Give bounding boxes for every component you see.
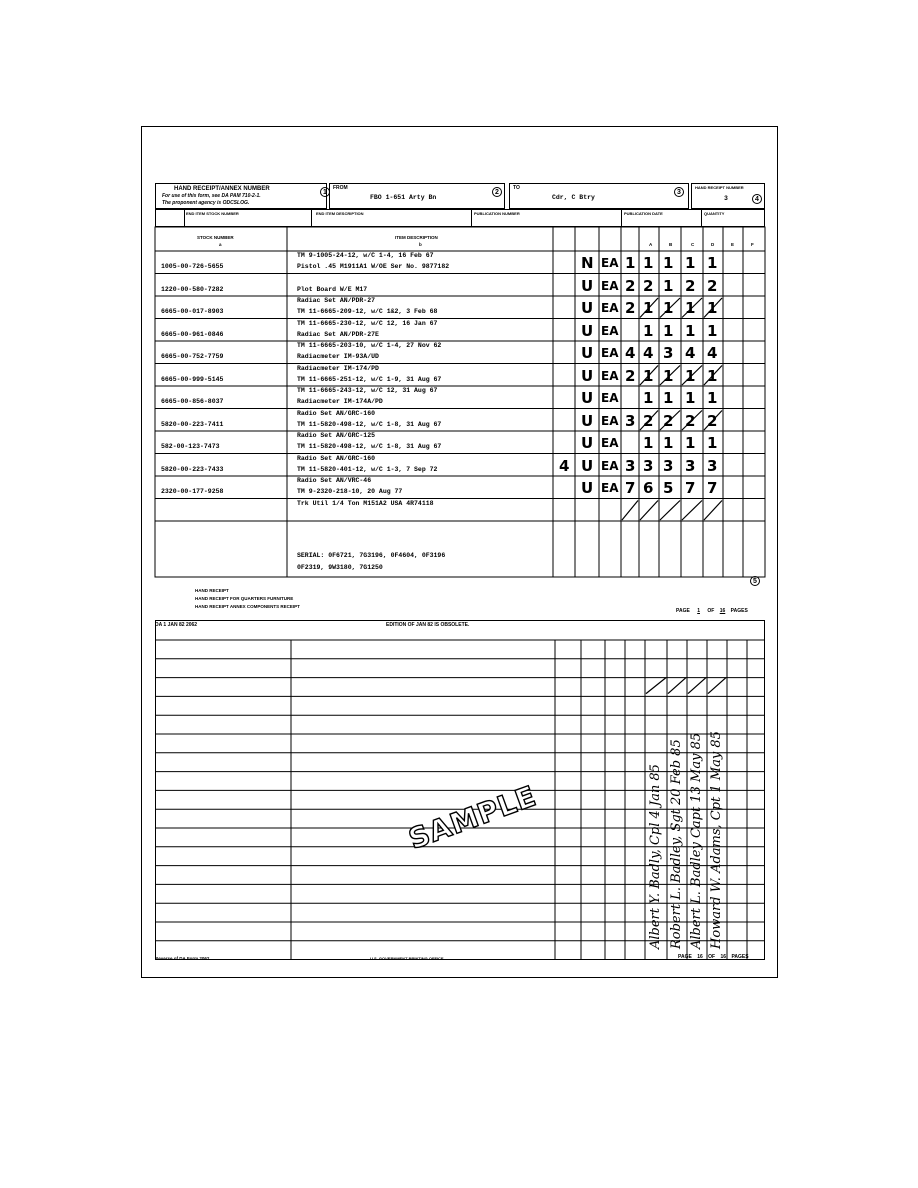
- form-id: DA 1 JAN 82 2062: [155, 622, 198, 628]
- to-label: TO: [513, 185, 520, 191]
- stock-number-cell: 1220-00-580-7282: [161, 285, 224, 293]
- description-line-2: Pistol .45 M1911A1 W/OE Ser No. 9877182: [297, 263, 450, 270]
- quantity-label: QUANTITY: [704, 211, 725, 216]
- ui-code-cell: U: [581, 434, 594, 452]
- sample-watermark: SAMPLE: [404, 779, 541, 856]
- description-line-1: TM 9-1005-24-12, w/C 1-4, 16 Feb 67: [297, 252, 434, 259]
- publication-number-label: PUBLICATION NUMBER: [474, 211, 520, 216]
- quantity-cell: 1: [663, 254, 674, 272]
- quantity-cell: 2: [707, 411, 718, 430]
- page-total: 16: [719, 608, 726, 614]
- page-indicator: [676, 608, 748, 614]
- quantity-cell: 3: [685, 456, 696, 475]
- description-line-1: Radio Set AN/GRC-160: [297, 409, 376, 417]
- description-line-1: Radio Set AN/GRC-160: [297, 454, 376, 462]
- quantity-cell: 1: [663, 321, 674, 340]
- end-item-row: [155, 209, 765, 227]
- description-line-1: Trk Util 1/4 Ton M151A2 USA 4R74118: [297, 499, 434, 507]
- qty-column-letter: F: [751, 242, 754, 247]
- qty-column-letter: E: [731, 242, 735, 247]
- description-header: ITEM DESCRIPTION: [395, 235, 438, 240]
- quantity-cell: 1: [643, 434, 654, 452]
- edition-notice: EDITION OF JAN 82 IS OBSOLETE.: [386, 622, 470, 628]
- quantity-cell: 2: [663, 411, 674, 430]
- stock-number-cell: 6665-00-961-0846: [161, 330, 224, 338]
- table-row[interactable]: [155, 319, 765, 342]
- stock-number-header: STOCK NUMBER: [197, 235, 234, 240]
- block-number-5: 5: [750, 576, 760, 586]
- quantity-cell: 1: [663, 276, 674, 295]
- qty-column-letter: A: [649, 242, 653, 247]
- description-line-2: Radiacmeter IM-93A/UD: [297, 353, 379, 360]
- ui-code-cell: U: [581, 456, 594, 475]
- quantity-cell: 2: [625, 366, 636, 385]
- quantity-cell: 1: [707, 434, 718, 452]
- table-row[interactable]: [155, 341, 765, 364]
- quantity-cell: 2: [625, 299, 636, 317]
- hr-number-value[interactable]: 3: [724, 195, 728, 202]
- from-box: [329, 183, 505, 209]
- stock-number-cell: 6665-00-856-8037: [161, 398, 224, 405]
- description-line-2: Plot Board W/E M17: [297, 285, 368, 293]
- block-number-2: 2: [492, 187, 502, 197]
- ui-code-cell: U: [581, 479, 594, 497]
- publication-date-label: PUBLICATION DATE: [624, 211, 663, 216]
- quantity-cell: 2: [625, 276, 636, 295]
- bottom-page-label: PAGE: [678, 954, 692, 960]
- unit-of-issue-cell: EA: [601, 413, 619, 428]
- bottom-page-of-label: OF: [708, 954, 716, 960]
- stock-number-cell: 1005-00-726-5655: [161, 263, 224, 270]
- ui-code-cell: U: [581, 276, 594, 295]
- quantity-cell: 4: [643, 344, 654, 362]
- hand-receipt-number-box: [691, 183, 765, 209]
- description-line-2: Radiac Set AN/PDR-27E: [297, 330, 379, 338]
- quantity-cell: 1: [685, 321, 696, 340]
- form-title: HAND RECEIPT/ANNEX NUMBER: [174, 186, 270, 192]
- description-line-1: Radio Set AN/GRC-125: [297, 432, 376, 439]
- quantity-cell: 4: [707, 344, 718, 362]
- description-line-2: TM 11-6665-251-12, w/C 1-9, 31 Aug 67: [297, 375, 442, 383]
- unit-of-issue-cell: EA: [601, 436, 619, 450]
- quantity-cell: 1: [707, 299, 718, 317]
- quantity-cell: 1: [643, 299, 654, 317]
- qty-column-letter: C: [691, 242, 695, 247]
- quantity-cell: 6: [643, 479, 654, 497]
- quantity-cell: 2: [643, 411, 654, 430]
- stock-number-cell: 2320-00-177-9258: [161, 488, 224, 495]
- quantity-cell: 1: [685, 389, 696, 407]
- reverse-slash: [646, 677, 666, 693]
- reverse-slash: [668, 677, 686, 693]
- quantity-cell: 1: [707, 321, 718, 340]
- block-number-1: 1: [320, 187, 330, 197]
- quantity-cell: 2: [685, 411, 696, 430]
- quantity-cell: 1: [663, 366, 674, 385]
- table-row[interactable]: [155, 431, 765, 454]
- table-row[interactable]: [155, 386, 765, 409]
- quantity-cell: 4: [625, 344, 636, 362]
- quantity-cell: 1: [663, 389, 674, 407]
- quantity-cell: 1: [707, 254, 718, 272]
- quantity-cell: 7: [707, 479, 718, 497]
- footnote-1: HAND RECEIPT: [195, 588, 229, 593]
- unit-of-issue-cell: EA: [601, 346, 619, 360]
- footnote-3: HAND RECEIPT ANNEX COMPONENTS RECEIPT: [195, 604, 300, 609]
- quantity-cell: 3: [707, 456, 718, 475]
- reverse-slash: [708, 677, 726, 693]
- unit-of-issue-cell: EA: [601, 368, 619, 383]
- quantity-cell: 7: [685, 479, 696, 497]
- form-subtitle-2: The proponent agency is ODCSLOG.: [162, 200, 250, 206]
- description-line-1: TM 11-6665-243-12, w/C 12, 31 Aug 67: [297, 387, 438, 394]
- handwritten-signature: Albert L. Badley Capt 13 May 85: [689, 732, 704, 949]
- handwritten-signature: Albert Y. Badly, Cpl 4 Jan 85: [648, 764, 663, 949]
- quantity-cell: 3: [663, 344, 674, 362]
- to-value[interactable]: Cdr, C Btry: [552, 194, 595, 201]
- stock-number-cell: 6665-00-999-5145: [161, 375, 224, 383]
- form-subtitle-1: For use of this form, see DA PAM 710-2-1.: [162, 193, 261, 199]
- quantity-cell: 1: [643, 366, 654, 385]
- table-row[interactable]: [155, 364, 765, 387]
- bottom-page-indicator: [678, 954, 749, 960]
- stock-number-header-sub: a: [219, 242, 222, 247]
- quantity-cell: 3: [625, 411, 636, 430]
- stock-number-cell: 5820-00-223-7433: [161, 465, 224, 473]
- description-line-1: TM 11-6665-230-12, w/C 12, 16 Jan 67: [297, 319, 438, 327]
- description-line-2: TM 9-2320-218-10, 20 Aug 77: [297, 488, 403, 495]
- ui-code-cell: U: [581, 321, 594, 340]
- description-line-2: TM 11-5820-498-12, w/C 1-8, 31 Aug 67: [297, 443, 442, 450]
- quantity-cell: 1: [685, 254, 696, 272]
- handwritten-signature: Robert L. Badley, Sgt 20 Feb 85: [669, 739, 684, 949]
- unit-of-issue-cell: EA: [601, 256, 619, 270]
- quantity-cell: 1: [643, 254, 654, 272]
- quantity-cell: 1: [685, 366, 696, 385]
- quantity-cell: 5: [663, 479, 674, 497]
- unit-of-issue-cell: EA: [601, 391, 619, 405]
- ui-code-cell: U: [581, 299, 594, 317]
- description-header-sub: b: [419, 242, 422, 247]
- quantity-cell: 1: [685, 299, 696, 317]
- ui-code-cell: U: [581, 366, 594, 385]
- description-line-1: TM 11-6665-203-10, w/C 1-4, 27 Nov 62: [297, 342, 442, 349]
- table-row[interactable]: [155, 409, 765, 432]
- ui-code-cell: U: [581, 344, 594, 362]
- quantity-cell: 2: [685, 276, 696, 295]
- quantity-cell: 1: [685, 434, 696, 452]
- unit-of-issue-cell: EA: [601, 301, 619, 315]
- to-box: [509, 183, 689, 209]
- description-line-2: TM 11-6665-209-12, w/C 1&2, 3 Feb 68: [297, 308, 438, 315]
- gpo-notice: U.S. GOVERNMENT PRINTING OFFICE: [370, 956, 444, 961]
- quantity-cell: 1: [625, 254, 636, 272]
- quantity-cell: 3: [625, 456, 636, 475]
- ui-code-cell: N: [581, 254, 594, 272]
- stock-number-cell: 6665-00-017-8903: [161, 308, 224, 315]
- serial-line-2: 0F2319, 9W3180, 7G1250: [297, 564, 383, 571]
- description-line-1: Radiac Set AN/PDR-27: [297, 297, 376, 304]
- description-line-2: Radiacmeter IM-174A/PD: [297, 398, 383, 405]
- table-row[interactable]: [155, 251, 765, 274]
- quantity-cell: 1: [707, 366, 718, 385]
- table-row[interactable]: [155, 454, 765, 477]
- stock-number-cell: 5820-00-223-7411: [161, 420, 224, 428]
- ui-code-cell: U: [581, 411, 594, 430]
- description-line-1: Radiacmeter IM-174/PD: [297, 364, 379, 372]
- stock-number-cell: 6665-00-752-7759: [161, 353, 224, 360]
- hand-receipt-reverse: [155, 620, 765, 960]
- quantity-cell: 3: [643, 456, 654, 475]
- page-of-label: OF: [707, 608, 715, 614]
- quantity-cell: 2: [707, 276, 718, 295]
- bottom-form-id: Reverse of DA Form 2062: [155, 956, 210, 961]
- title-box: [155, 183, 327, 209]
- table-row[interactable]: [155, 296, 765, 319]
- reverse-slash: [688, 677, 706, 693]
- unit-of-issue-cell: EA: [601, 323, 619, 338]
- from-label: FROM: [333, 185, 348, 191]
- bottom-page-number: 16: [697, 954, 703, 960]
- table-row[interactable]: [155, 476, 765, 499]
- handwritten-signature: Howard W. Adams, Cpt 1 May 85: [709, 731, 724, 949]
- pages-label: PAGES: [730, 608, 748, 614]
- page-number: 1: [697, 608, 700, 614]
- quantity-cell: 4: [685, 344, 696, 362]
- quantity-cell: 1: [643, 321, 654, 340]
- quantity-cell: 2: [643, 276, 654, 295]
- quantity-cell: 7: [625, 479, 636, 497]
- description-line-2: TM 11-5820-401-12, w/C 1-3, 7 Sep 72: [297, 465, 438, 473]
- security-code-cell: 4: [559, 456, 570, 475]
- quantity-cell: 3: [663, 456, 674, 475]
- quantity-cell: 1: [663, 434, 674, 452]
- block-number-4: 4: [752, 194, 762, 204]
- quantity-cell: 1: [643, 389, 654, 407]
- ui-code-cell: U: [581, 389, 594, 407]
- table-row[interactable]: [155, 274, 765, 297]
- end-item-desc-label: END ITEM DESCRIPTION: [316, 211, 364, 216]
- bottom-pages-label: PAGES: [731, 954, 749, 960]
- description-line-1: Radio Set AN/VRC-46: [297, 477, 372, 484]
- page-label: PAGE: [676, 608, 690, 614]
- table-row[interactable]: [155, 499, 765, 522]
- from-value[interactable]: FBO 1-651 Arty Bn: [370, 194, 437, 201]
- hr-number-label: HAND RECEIPT NUMBER: [695, 185, 744, 190]
- bottom-page-total: 16: [720, 954, 727, 960]
- stock-number-cell: 582-00-123-7473: [161, 443, 220, 450]
- serial-line-1: SERIAL: 0F6721, 7G3196, 0F4604, 0F3196: [297, 552, 446, 559]
- unit-of-issue-cell: EA: [601, 278, 619, 293]
- block-number-3: 3: [674, 187, 684, 197]
- unit-of-issue-cell: EA: [601, 458, 619, 473]
- qty-column-letter: B: [669, 242, 673, 247]
- quantity-cell: 1: [707, 389, 718, 407]
- end-item-stock-label: END ITEM STOCK NUMBER: [186, 211, 239, 216]
- hand-receipt-front: [155, 183, 765, 577]
- description-line-2: TM 11-5820-498-12, w/C 1-8, 31 Aug 67: [297, 420, 442, 428]
- unit-of-issue-cell: EA: [601, 481, 619, 495]
- quantity-cell: 1: [663, 299, 674, 317]
- footnote-2: HAND RECEIPT FOR QUARTERS FURNITURE: [195, 596, 294, 601]
- qty-column-letter: D: [711, 242, 715, 247]
